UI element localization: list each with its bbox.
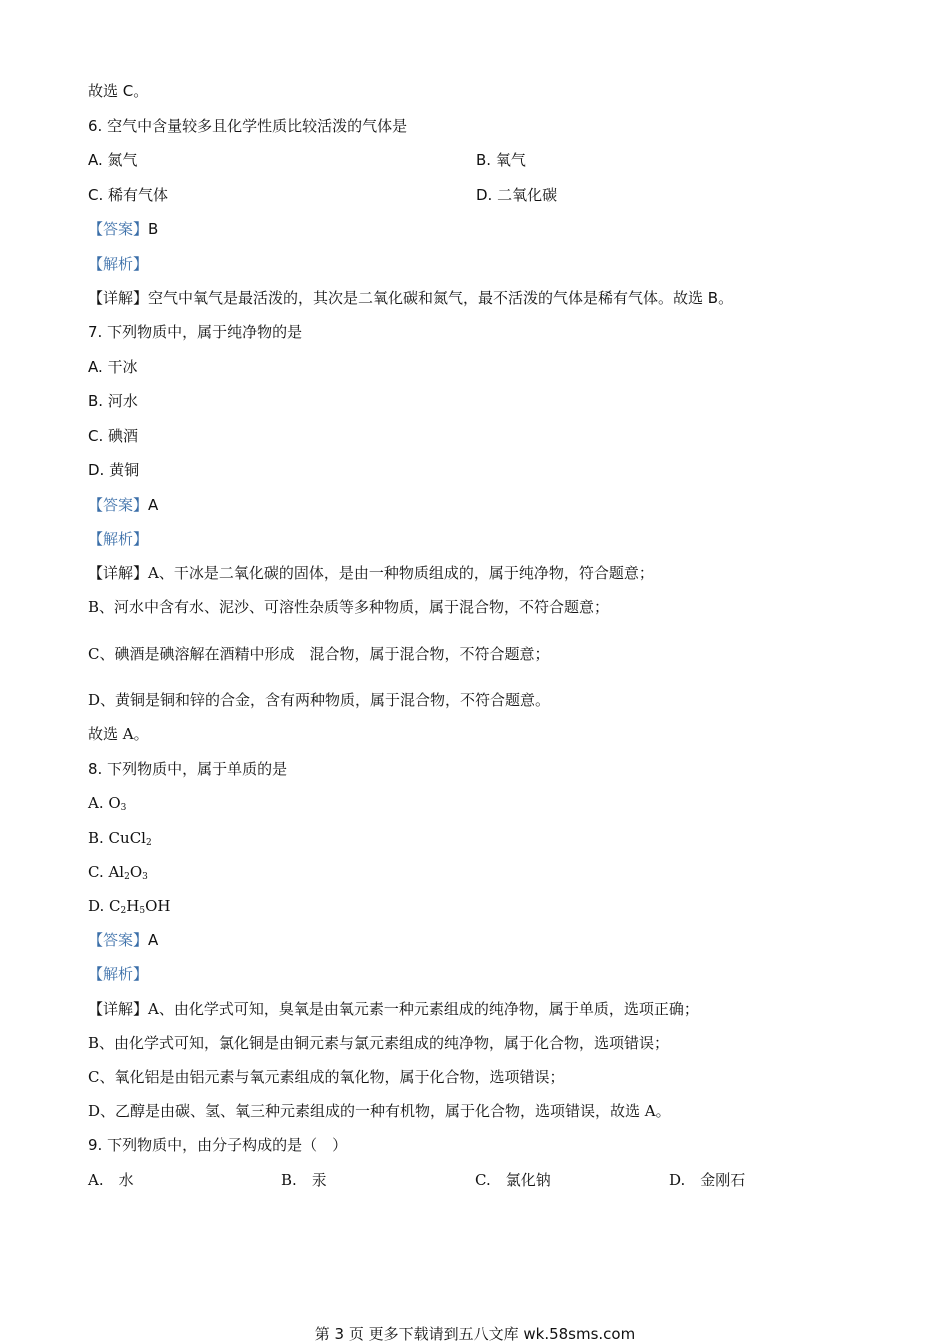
q7-detail-d: D、黄铜是铜和锌的合金，含有两种物质，属于混合物，不符合题意。 (88, 691, 551, 709)
answer-value: B (148, 220, 159, 238)
q8-option-b (88, 828, 152, 848)
detail-text: A、干冰是二氧化碳的固体，是由一种物质组成的，属于纯净物，符合题意； (148, 564, 654, 582)
q8-analysis-tag: 【解析】 (88, 965, 149, 983)
answer-tag: 【答案】 (88, 931, 149, 949)
page-footer: 第 3 页 更多下载请到五八文库 wk.58sms.com (314, 1325, 636, 1343)
formula-text: C. Al (88, 863, 125, 881)
q7-answer (88, 495, 158, 515)
q6-option-c: C. 稀有气体 (88, 186, 169, 204)
q7-option-b: B. 河水 (88, 392, 138, 410)
q9-option-a: A. 水 (88, 1171, 134, 1189)
q7-detail-c: C、碘酒是碘溶解在酒精中形成 混合物，属于混合物，不符合题意； (88, 645, 550, 663)
q7-conclusion: 故选 A。 (88, 725, 149, 743)
formula-text: D. C (88, 897, 121, 915)
question-9: 9. 下列物质中，由分子构成的是（ ） (88, 1136, 348, 1154)
detail-tag: 【详解】 (88, 564, 149, 582)
q6-analysis-tag: 【解析】 (88, 255, 149, 273)
q6-detail (88, 288, 733, 308)
answer-value: A (148, 931, 159, 949)
q8-option-a (88, 793, 126, 813)
formula-text: O (129, 863, 143, 881)
q8-answer (88, 930, 158, 950)
q9-option-b: B. 汞 (281, 1171, 327, 1189)
q8-detail-c: C、氧化铝是由铝元素与氧元素组成的氧化物，属于化合物，选项错误； (88, 1068, 565, 1086)
q9-option-d: D. 金刚石 (669, 1171, 746, 1189)
q6-answer (88, 219, 158, 239)
detail-tag: 【详解】 (88, 1000, 149, 1018)
formula-subscript: 2 (120, 906, 127, 916)
q7-option-a: A. 干冰 (88, 358, 138, 376)
formula-text: B. CuCl (88, 829, 146, 847)
q7-option-d: D. 黄铜 (88, 461, 140, 479)
q7-detail-b: B、河水中含有水、泥沙、可溶性杂质等多种物质，属于混合物，不符合题意； (88, 598, 610, 616)
q6-option-a: A. 氮气 (88, 151, 138, 169)
formula-text: OH (145, 897, 171, 915)
q7-option-c: C. 碘酒 (88, 427, 139, 445)
detail-text: 空气中氧气是最活泼的，其次是二氧化碳和氮气，最不活泼的气体是稀有气体。故选 B。 (148, 289, 734, 307)
formula-subscript: 2 (124, 872, 130, 882)
detail-text: A、由化学式可知，臭氧是由氧元素一种元素组成的纯净物，属于单质，选项正确； (148, 1000, 699, 1018)
answer-tag: 【答案】 (88, 496, 149, 514)
question-8: 8. 下列物质中，属于单质的是 (88, 760, 288, 778)
q8-option-c (88, 862, 148, 882)
detail-tag: 【详解】 (88, 289, 149, 307)
conclusion-q5: 故选 C。 (88, 82, 149, 100)
formula-subscript: 5 (139, 906, 146, 916)
q7-analysis-tag: 【解析】 (88, 530, 149, 548)
formula-subscript: 2 (145, 838, 152, 848)
q8-detail-a (88, 999, 699, 1019)
question-7: 7. 下列物质中，属于纯净物的是 (88, 323, 303, 341)
formula-text: A. O (88, 794, 121, 812)
q8-option-d (88, 896, 170, 916)
q6-option-d: D. 二氧化碳 (476, 186, 558, 204)
question-6: 6. 空气中含量较多且化学性质比较活泼的气体是 (88, 117, 408, 135)
q8-detail-b: B、由化学式可知，氯化铜是由铜元素与氯元素组成的纯净物，属于化合物，选项错误； (88, 1034, 670, 1052)
answer-tag: 【答案】 (88, 220, 149, 238)
formula-subscript: 3 (120, 803, 127, 813)
q8-detail-d: D、乙醇是由碳、氢、氧三种元素组成的一种有机物，属于化合物，选项错误，故选 A。 (88, 1102, 671, 1120)
formula-text: H (126, 897, 140, 915)
q6-option-b: B. 氧气 (476, 151, 526, 169)
q7-detail-a (88, 563, 654, 583)
formula-subscript: 3 (142, 872, 148, 882)
answer-value: A (148, 496, 159, 514)
q9-option-c: C. 氯化钠 (475, 1171, 551, 1189)
